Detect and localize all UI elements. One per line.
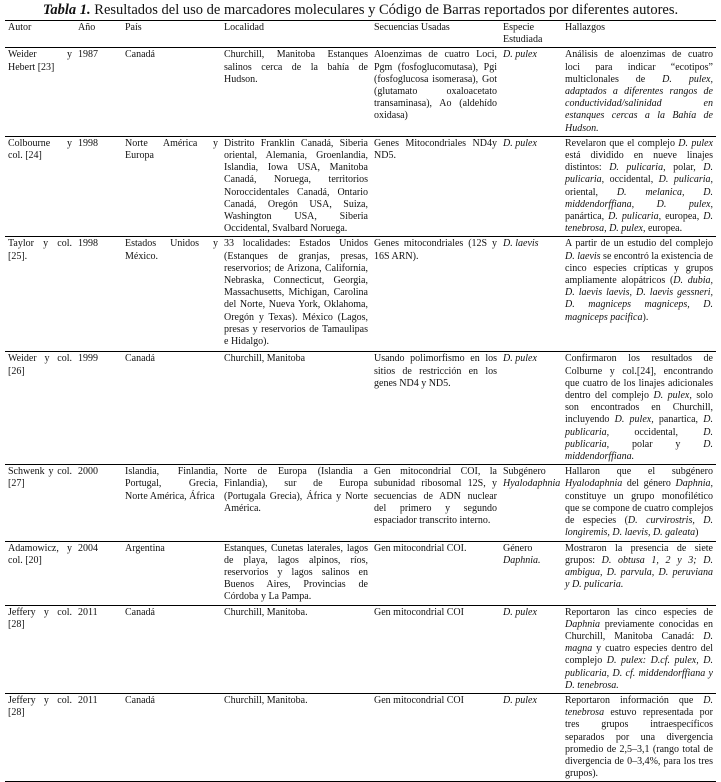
cell-anio: 2004	[75, 541, 122, 605]
header-localidad: Localidad	[221, 21, 371, 48]
cell-localidad: Churchill, Manitoba.	[221, 693, 371, 781]
text-segment: Daphnia.	[503, 554, 541, 566]
text-segment: D. magna	[565, 630, 713, 655]
table-row	[5, 541, 716, 605]
cell-localidad: Churchill, Manitoba	[221, 352, 371, 465]
header-pais: País	[122, 21, 221, 48]
text-segment: D. laevis	[565, 250, 601, 262]
cell-especie	[500, 48, 562, 136]
table-title: Resultados del uso de marcadores moleculares y Código de Barras reportados por diferentes autores.	[90, 2, 679, 18]
table-row	[5, 465, 716, 541]
text-segment: D. pulicaria	[565, 162, 713, 186]
header-anio: Año	[75, 21, 122, 48]
text-segment: Hyalodaphnia	[503, 478, 561, 490]
text-segment: Mostraron la presencia de siete grupos:	[565, 542, 713, 566]
cell-hallazgos	[562, 136, 716, 237]
text-segment: D. pulex	[503, 49, 537, 61]
cell-pais: Canadá	[122, 352, 221, 465]
cell-hallazgos	[562, 693, 716, 781]
cell-secuencias: Aloenzimas de cuatro Loci, Pgm (fosfoglucomutasa), Pgi (fosfoglucosa isomerasa), Got (glutamato oxaloacetato transaminasa), Ao (aldehído oxidasa)	[371, 48, 500, 136]
cell-localidad: Estanques, Cunetas laterales, lagos de playa, lagos alpinos, ríos, reservorios y lagos salinos en Buenos Aires, Provincias de Córdoba y La Pampa.	[221, 541, 371, 605]
text-segment: Daphnia	[675, 478, 711, 490]
text-segment: polar y	[609, 438, 704, 450]
text-segment: )	[695, 527, 699, 539]
cell-autor: Adamowicz, y col. [20]	[5, 541, 75, 605]
text-segment: D. tenebrosa, D. pulex	[565, 211, 713, 235]
text-segment: Hallaron que el subgénero	[565, 466, 713, 478]
text-segment: D. publicaria,	[565, 426, 713, 450]
text-segment: estuvo representada por tres grupos intraespecíficos separados por una divergencia promedio de 2,5–3,1 (rango total de divergencia de 0–3,4%, para los tres grupos).	[565, 707, 713, 780]
text-segment: y cuatro especies dentro del complejo	[565, 643, 713, 667]
text-segment: , oriental,	[565, 174, 714, 198]
cell-especie	[500, 136, 562, 237]
text-segment: Reportaron las cinco especies de	[565, 606, 713, 618]
text-segment: D. pulex	[503, 694, 537, 706]
text-segment: D. obtusa 1, 2 y 3; D. ambigua, D. parvula, D. peruviana y D. pulicaria.	[565, 554, 714, 591]
cell-anio: 1998	[75, 136, 122, 237]
cell-especie	[500, 237, 562, 352]
cell-pais: Argentina	[122, 541, 221, 605]
text-segment: D. pulicaria	[608, 211, 659, 223]
text-segment: Confirmaron los resultados de Colburne y col.[24], encontrando que cuatro de los linajes adicionales dentro del complejo	[565, 353, 713, 402]
header-especie: Especie Estudiada	[500, 21, 562, 48]
cell-localidad: Distrito Franklin Canadá, Siberia oriental, Alemania, Groenlandia, Islandia, Iowa USA, Manitoba Canadá, Noruega, territorios Noroccidentales Canadá, Ontario Canadá, Oregón USA, Suiza, Washington USA, Siberia Occidental, Svalbard Noruega.	[221, 136, 371, 237]
cell-pais: Estados Unidos y México.	[122, 237, 221, 352]
text-segment: Subgénero	[503, 466, 546, 478]
cell-secuencias: Gen mitocondrial COI, la subunidad ribosomal 12S, y secuencias de ADN nuclear del primero y segundo espaciador transcrito interno.	[371, 465, 500, 541]
header-secuencias: Secuencias Usadas	[371, 21, 500, 48]
cell-anio: 2011	[75, 693, 122, 781]
cell-secuencias: Usando polimorfismo en los sitios de restricción en los genes ND4 y ND5.	[371, 352, 500, 465]
table-row	[5, 605, 716, 693]
cell-secuencias: Gen mitocondrial COI.	[371, 541, 500, 605]
cell-autor: Colbourne y col. [24]	[5, 136, 75, 237]
cell-anio: 1987	[75, 48, 122, 136]
cell-especie	[500, 541, 562, 605]
text-segment: Reportaron información que	[565, 694, 704, 706]
text-segment: D. pulicaria	[609, 162, 664, 174]
cell-secuencias: Gen mitocondrial COI	[371, 693, 500, 781]
cell-hallazgos	[562, 541, 716, 605]
cell-localidad: Churchill, Manitoba.	[221, 605, 371, 693]
cell-autor: Jeffery y col. [28]	[5, 693, 75, 781]
text-segment: del género	[622, 478, 676, 490]
text-segment: Género	[503, 542, 533, 554]
text-segment: D. tenebrosa	[565, 694, 713, 719]
header-row	[5, 21, 716, 48]
text-segment: Daphnia	[565, 618, 600, 630]
text-segment: , occidental,	[601, 174, 659, 186]
cell-especie	[500, 605, 562, 693]
cell-localidad: Norte de Europa (Islandia a Finlandia), sur de Europa (Portugala Grecia), África y Norte América.	[221, 465, 371, 541]
cell-secuencias: Gen mitocondrial COI	[371, 605, 500, 693]
results-table	[5, 20, 716, 782]
cell-autor: Weider y col. [26]	[5, 352, 75, 465]
cell-especie	[500, 352, 562, 465]
text-segment: solo son encontrados en Churchill, incluyendo	[565, 390, 713, 426]
table-label: Tabla 1.	[42, 2, 91, 18]
cell-pais: Norte América y Europa	[122, 136, 221, 237]
text-segment: , europea,	[658, 211, 704, 223]
text-segment: se encontró la existencia de cinco especies crípticas y grupos ampliamente alopátricos (	[565, 250, 713, 287]
cell-pais: Islandia, Finlandia, Portugal, Grecia, Norte América, África	[122, 465, 221, 541]
cell-autor: Weider y Hebert [23]	[5, 48, 75, 136]
cell-pais: Canadá	[122, 48, 221, 136]
cell-localidad: Churchill, Manitoba Estanques salinos cerca de la bahía de Hudson.	[221, 48, 371, 136]
cell-hallazgos	[562, 605, 716, 693]
text-segment: D. pulex, adaptados a diferentes rangos de conductividad/salinidad en estanques cercas a la Bahía de Hudson.	[565, 73, 713, 134]
cell-especie	[500, 693, 562, 781]
cell-hallazgos	[562, 465, 716, 541]
text-segment: D. pulex,	[614, 414, 654, 426]
cell-secuencias: Genes Mitocondriales ND4y ND5.	[371, 136, 500, 237]
text-segment: previamente conocidas en Churchill, Manitoba Canadá:	[565, 618, 713, 642]
cell-localidad: 33 localidades: Estados Unidos (Estanques de granjas, presas, reservorios; de Arizona, California, Nebraska, Connecticut, Georgia, Massachusetts, Michigan, Carolina del Norte, Nueva York, Oklahoma, Oregón y Texas). México (Lagos, presas y reservorios de Tamaulipas e Hidalgo).	[221, 237, 371, 352]
header-hallazgos: Hallazgos	[562, 21, 716, 48]
text-segment: panartica,	[653, 414, 704, 426]
text-segment: D. pulex: D.cf. pulex, D. publicaria, D. cf. middendorffiana y D. tenebrosa.	[565, 655, 713, 691]
text-segment: D. pulex	[678, 137, 713, 149]
cell-autor: Schwenk y col. [27]	[5, 465, 75, 541]
text-segment: A partir de un estudio del complejo	[565, 238, 713, 250]
cell-autor: Jeffery y col. [28]	[5, 605, 75, 693]
table-row	[5, 237, 716, 352]
cell-pais: Canadá	[122, 693, 221, 781]
text-segment: D. pulex	[503, 137, 537, 149]
header-autor: Autor	[5, 21, 75, 48]
text-segment: D. melanica, D. middendorffiana, D. pulex	[565, 186, 713, 210]
table-caption	[0, 2, 721, 19]
text-segment: D. laevis	[503, 238, 539, 250]
text-segment: , constituye un grupo monofilético que se compone de cuatro complejos de especies (	[565, 478, 713, 527]
text-segment: D. dubia, D. laevis laevis, D. laevis gessneri, D. magniceps magniceps, D. magniceps pacifica	[565, 275, 713, 323]
text-segment: , europea.	[642, 223, 683, 235]
text-segment: Hyalodaphnia	[565, 478, 623, 490]
cell-hallazgos	[562, 352, 716, 465]
text-segment: D. middendorffiana.	[565, 438, 713, 463]
text-segment: occidental,	[609, 426, 704, 438]
table-row	[5, 693, 716, 781]
text-segment: Análisis de aloenzimas de cuatro loci para indicar “ecotipos” multiclonales de	[565, 49, 713, 85]
table-row	[5, 48, 716, 136]
text-segment: D. pulicaria	[658, 174, 711, 186]
table-row	[5, 352, 716, 465]
cell-secuencias: Genes mitocondriales (12S y 16S ARN).	[371, 237, 500, 352]
text-segment: ).	[642, 311, 649, 323]
text-segment: Revelaron que el complejo	[565, 137, 679, 149]
cell-anio: 1999	[75, 352, 122, 465]
table-row	[5, 136, 716, 237]
text-segment: está dividido en nueve linajes distintos:	[565, 150, 713, 174]
text-segment: D. pulex	[503, 353, 537, 365]
cell-anio: 1998	[75, 237, 122, 352]
text-segment: D. publicaria,	[565, 414, 713, 438]
cell-especie	[500, 465, 562, 541]
text-segment: D. curvirostris, D. longiremis, D. laevis, D. galeata	[565, 515, 713, 539]
text-segment: D. pulex,	[653, 390, 692, 402]
text-segment: , polar,	[663, 162, 704, 174]
cell-anio: 2011	[75, 605, 122, 693]
text-segment: D. pulex	[503, 606, 537, 618]
cell-hallazgos	[562, 48, 716, 136]
text-segment: , panártica,	[565, 198, 713, 223]
cell-hallazgos	[562, 237, 716, 352]
cell-anio: 2000	[75, 465, 122, 541]
cell-autor: Taylor y col. [25].	[5, 237, 75, 352]
cell-pais: Canadá	[122, 605, 221, 693]
